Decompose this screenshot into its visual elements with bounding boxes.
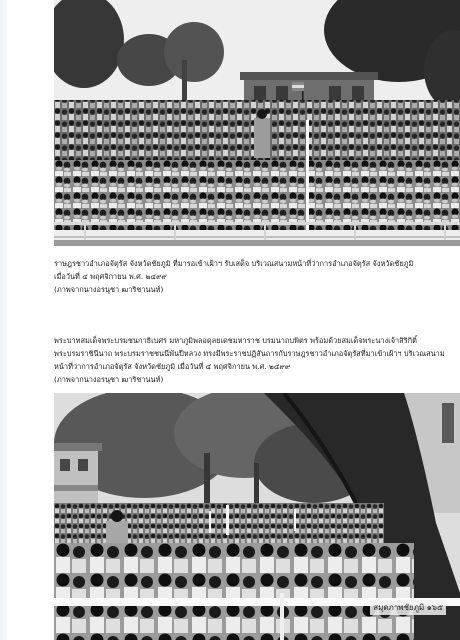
caption-royal-visit (54, 334, 454, 386)
page-number-label: สมุดภาพชัยภูมิ ๑๖๕ (370, 600, 446, 615)
caption-line: ราษฎรชาวอำเภอจัตุรัส จังหวัดชัยภูมิ ที่มารอเข้าเฝ้าฯ รับเสด็จ บริเวณสนามหน้าที่ว่าการอำเภอจัตุรัส จังหวัดชัยภูมิ (54, 259, 414, 268)
caption-date-line: เมื่อวันที่ ๔ พฤศจิกายน พ.ศ. ๒๔๙๙ (54, 272, 167, 281)
page-margin (0, 0, 7, 640)
crowd-gathering-photo (54, 0, 460, 246)
caption-line: พระบรมราชินีนาถ พระบรมราชชนนีพันปีหลวง ทรงมีพระราชปฏิสันถารกับราษฎรชาวอำเภอจัตุรัสที่มาเข้าเฝ้าฯ บริเวณสนาม (54, 349, 445, 358)
caption-crowd-gathering (54, 257, 454, 296)
crowd-gathering-photo-image (54, 0, 460, 246)
caption-photo-credit: (ภาพจากนางอรนุชา ฒาริชานนท์) (54, 285, 164, 294)
caption-line: หน้าที่ว่าการอำเภอจัตุรัส จังหวัดชัยภูมิ เมื่อวันที่ ๔ พฤศจิกายน พ.ศ. ๒๔๙๙ (54, 362, 291, 371)
caption-line: พระบาทสมเด็จพระบรมชนกาธิเบศร มหาภูมิพลอดุลยเดชมหาราช บรมนาถบพิตร พร้อมด้วยสมเด็จพระนางเจ้าสิริกิติ์ (54, 336, 417, 345)
caption-photo-credit: (ภาพจากนางอรนุชา ฒาริชานนท์) (54, 375, 164, 384)
